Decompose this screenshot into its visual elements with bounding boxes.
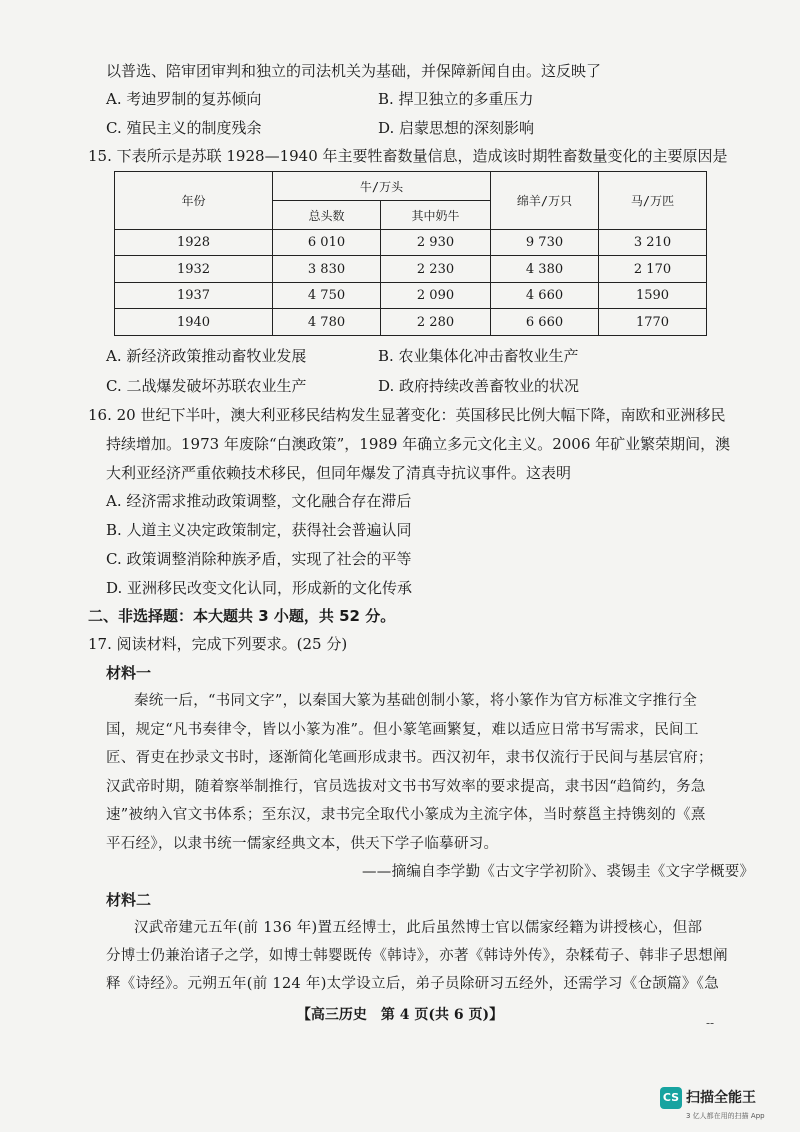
q16-option-c: C. 政策调整消除种族矛盾，实现了社会的平等 <box>106 550 412 568</box>
cell-sheep: 6 660 <box>491 309 599 336</box>
header-total: 总头数 <box>273 201 381 230</box>
cell-cow: 2 230 <box>381 256 491 283</box>
material-1-title: 材料一 <box>106 664 152 682</box>
q14-option-d: D. 启蒙思想的深刻影响 <box>378 119 535 137</box>
cell-total: 6 010 <box>273 230 381 256</box>
cell-year: 1937 <box>115 283 273 309</box>
q15-stem: 15. 下表所示是苏联 1928—1940 年主要牲畜数量信息，造成该时期牲畜数量变化的主要原因是 <box>88 147 728 165</box>
q14-option-a: A. 考迪罗制的复苏倾向 <box>106 90 262 108</box>
material-1-line: 秦统一后，“书同文字”，以秦国大篆为基础创制小篆，将小篆作为官方标准文字推行全 <box>134 693 698 709</box>
header-year: 年份 <box>115 172 273 230</box>
material-2-line: 分博士仍兼治诸子之学，如博士韩婴既传《韩诗》，亦著《韩诗外传》，杂糅荀子、韩非子思想阐 <box>106 948 728 964</box>
table-row <box>115 256 707 283</box>
section-2-heading: 二、非选择题：本大题共 3 小题，共 52 分。 <box>88 607 396 625</box>
material-2-title: 材料二 <box>106 891 152 909</box>
cell-sheep: 4 660 <box>491 283 599 309</box>
q16-option-b: B. 人道主义决定政策制定，获得社会普遍认同 <box>106 521 412 539</box>
header-cattle: 牛/万头 <box>273 172 491 201</box>
q14-option-b: B. 捍卫独立的多重压力 <box>378 90 534 108</box>
q17-stem: 17. 阅读材料，完成下列要求。(25 分) <box>88 635 348 653</box>
cell-total: 4 750 <box>273 283 381 309</box>
material-2-line: 汉武帝建元五年(前 136 年)置五经博士，此后虽然博士官以儒家经籍为讲授核心，但部 <box>134 920 703 936</box>
cell-horse: 3 210 <box>599 230 707 256</box>
page-footer: 【高三历史 第 4 页(共 6 页)】 <box>296 1007 504 1023</box>
cell-total: 3 830 <box>273 256 381 283</box>
cell-horse: 1590 <box>599 283 707 309</box>
q15-option-c: C. 二战爆发破坏苏联农业生产 <box>106 377 307 395</box>
q16-stem-line-2: 持续增加。1973 年废除“白澳政策”，1989 年确立多元文化主义。2006 年矿业繁荣期间，澳 <box>106 435 731 453</box>
q14-option-c: C. 殖民主义的制度残余 <box>106 119 262 137</box>
header-sheep: 绵羊/万只 <box>491 172 599 230</box>
material-1-source: ——摘编自李学勤《古文字学初阶》、裘锡圭《文字学概要》 <box>362 864 755 880</box>
q15-option-b: B. 农业集体化冲击畜牧业生产 <box>378 347 579 365</box>
q16-stem-line-1: 16. 20 世纪下半叶，澳大利亚移民结构发生显著变化：英国移民比例大幅下降，南欧和亚洲移民 <box>88 406 726 424</box>
cell-cow: 2 930 <box>381 230 491 256</box>
q16-stem-line-3: 大利亚经济严重依赖技术移民，但同年爆发了清真寺抗议事件。这表明 <box>106 464 572 482</box>
header-cow: 其中奶牛 <box>381 201 491 230</box>
table-row <box>115 309 707 336</box>
q15-option-a: A. 新经济政策推动畜牧业发展 <box>106 347 307 365</box>
q15-livestock-table <box>114 171 707 336</box>
camscanner-name: 扫描全能王 <box>686 1090 756 1106</box>
cell-horse: 2 170 <box>599 256 707 283</box>
cell-horse: 1770 <box>599 309 707 336</box>
cell-year: 1932 <box>115 256 273 283</box>
table-row <box>115 230 707 256</box>
material-1-line: 国，规定“凡书奏律令，皆以小篆为准”。但小篆笔画繁复，难以适应日常书写需求，民间工 <box>106 722 699 738</box>
cell-cow: 2 090 <box>381 283 491 309</box>
footer-dash: -- <box>706 1016 715 1030</box>
q14-stem-tail: 以普选、陪审团审判和独立的司法机关为基础，并保障新闻自由。这反映了 <box>106 62 602 80</box>
material-1-line: 汉武帝时期，随着察举制推行，官员选拔对文书书写效率的要求提高，隶书因“趋简约，务急 <box>106 779 706 795</box>
material-2-line: 释《诗经》。元朔五年(前 124 年)太学设立后，弟子员除研习五经外，还需学习《仓颉篇》《急 <box>106 976 720 992</box>
cell-year: 1928 <box>115 230 273 256</box>
material-1-line: 匠、胥吏在抄录文书时，逐渐简化笔画形成隶书。西汉初年，隶书仅流行于民间与基层官府； <box>106 750 713 766</box>
cell-sheep: 4 380 <box>491 256 599 283</box>
q16-option-a: A. 经济需求推动政策调整，文化融合存在滞后 <box>106 492 412 510</box>
camscanner-logo-icon: CS <box>660 1087 682 1109</box>
material-1-line: 平石经》，以隶书统一儒家经典文本，供天下学子临摹研习。 <box>106 836 499 852</box>
q15-option-d: D. 政府持续改善畜牧业的状况 <box>378 377 580 395</box>
cell-sheep: 9 730 <box>491 230 599 256</box>
table-row <box>115 283 707 309</box>
camscanner-tagline: 3 亿人都在用的扫描 App <box>686 1112 765 1120</box>
cell-total: 4 780 <box>273 309 381 336</box>
cell-cow: 2 280 <box>381 309 491 336</box>
q16-option-d: D. 亚洲移民改变文化认同，形成新的文化传承 <box>106 579 413 597</box>
header-horse: 马/万匹 <box>599 172 707 230</box>
cell-year: 1940 <box>115 309 273 336</box>
material-1-line: 速”被纳入官文书体系；至东汉，隶书完全取代小篆成为主流字体，当时蔡邕主持镌刻的《熹 <box>106 807 706 823</box>
